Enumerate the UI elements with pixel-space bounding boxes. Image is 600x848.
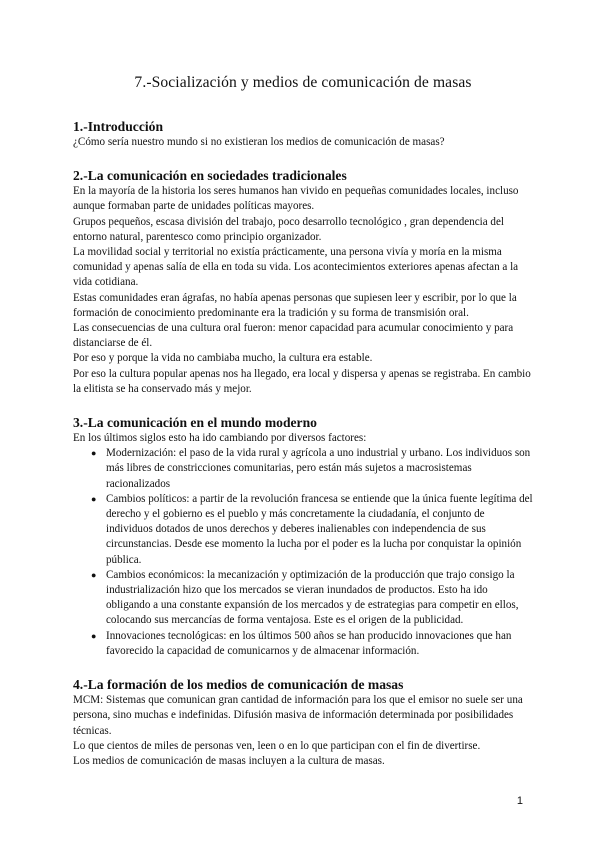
section-heading: 3.-La comunicación en el mundo moderno <box>73 415 317 431</box>
paragraph: Grupos pequeños, escasa división del trabajo, poco desarrollo tecnológico , gran dependencia del entorno natural, parentesco como principio organizador. <box>73 215 504 243</box>
page-title: 7.-Socialización y medios de comunicación de masas <box>134 74 472 91</box>
list-item <box>73 629 533 659</box>
list-item-text: Modernización: el paso de la vida rural y agrícola a uno industrial y urbano. Los individuos son más libres de constricciones comunitarias, pero están más sujetos a macrosistemas racionalizados <box>106 447 531 490</box>
bullet-icon: ● <box>91 630 97 641</box>
bullet-icon: ● <box>91 569 97 580</box>
list-item <box>73 446 533 492</box>
list-item <box>73 568 533 629</box>
paragraph: Por eso y porque la vida no cambiaba mucho, la cultura era estable. <box>73 352 373 365</box>
paragraph: Estas comunidades eran ágrafas, no había apenas personas que supiesen leer y escribir, por lo que la formación de conocimiento predominante era la tradición y su forma de transmisión oral. <box>73 291 517 319</box>
section-medios-masas <box>73 677 533 769</box>
section-mundo-moderno <box>73 415 533 659</box>
paragraph: En los últimos siglos esto ha ido cambiando por diversos factores: <box>73 432 367 445</box>
section-sociedades-tradicionales <box>73 168 533 397</box>
paragraph: Los medios de comunicación de masas incluyen a la cultura de masas. <box>73 754 385 767</box>
section-introduccion <box>73 119 533 150</box>
document-page <box>73 74 533 787</box>
paragraph: Las consecuencias de una cultura oral fueron: menor capacidad para acumular conocimiento y para distanciarse de él. <box>73 322 514 350</box>
bullet-icon: ● <box>91 448 97 459</box>
list-item <box>73 492 533 568</box>
paragraph: La movilidad social y territorial no existía prácticamente, una persona vivía y moría en la misma comunidad y apenas salía de ella en toda su vida. Los acontecimientos exteriores apenas afectan a la vida cotidiana. <box>73 246 519 289</box>
list-item-text: Cambios políticos: a partir de la revolución francesa se entiende que la única fuente legítima del derecho y el gobierno es el pueblo y más concretamente la ciudadanía, el conjunto de individuos dotados de unos derechos y deberes inalienables con independencia de sus circunstancias. Desde ese momento la lucha por el poder es la lucha por conquistar la opinión pública. <box>106 492 533 566</box>
paragraph: Por eso la cultura popular apenas nos ha llegado, era local y dispersa y apenas se registraba. En cambio la elitista se ha conservado más y mejor. <box>73 367 531 395</box>
paragraph: MCM: Sistemas que comunican gran cantidad de información para los que el emisor no suele ser una persona, sino muchas e indefinidas. Difusión masiva de información determinada por posibilidades técnicas. <box>73 694 523 737</box>
bullet-icon: ● <box>91 493 97 504</box>
list-item-text: Innovaciones tecnológicas: en los últimos 500 años se han producido innovaciones que han favorecido la capacidad de comunicarnos y de almacenar información. <box>106 629 512 657</box>
list-item-text: Cambios económicos: la mecanización y optimización de la producción que trajo consigo la industrialización hizo que los mercados se vieran inundados de productos. Esto ha ido obligando a una constante expansión de los mercados y de estrategias para competir en ellos, colocando sus mercancías de forma ventajosa. Este es el origen de la publicidad. <box>106 568 519 627</box>
paragraph: Lo que cientos de miles de personas ven, leen o en lo que participan con el fin de divertirse. <box>73 739 481 752</box>
page-number: 1 <box>516 795 523 807</box>
paragraph: ¿Cómo sería nuestro mundo si no existieran los medios de comunicación de masas? <box>73 136 445 148</box>
factors-list <box>73 446 533 659</box>
section-heading: 1.-Introducción <box>73 119 164 134</box>
section-heading: 2.-La comunicación en sociedades tradicionales <box>73 168 347 184</box>
paragraph: En la mayoría de la historia los seres humanos han vivido en pequeñas comunidades locales, incluso aunque formaban parte de unidades políticas mayores. <box>73 185 519 213</box>
section-heading: 4.-La formación de los medios de comunicación de masas <box>73 677 404 693</box>
